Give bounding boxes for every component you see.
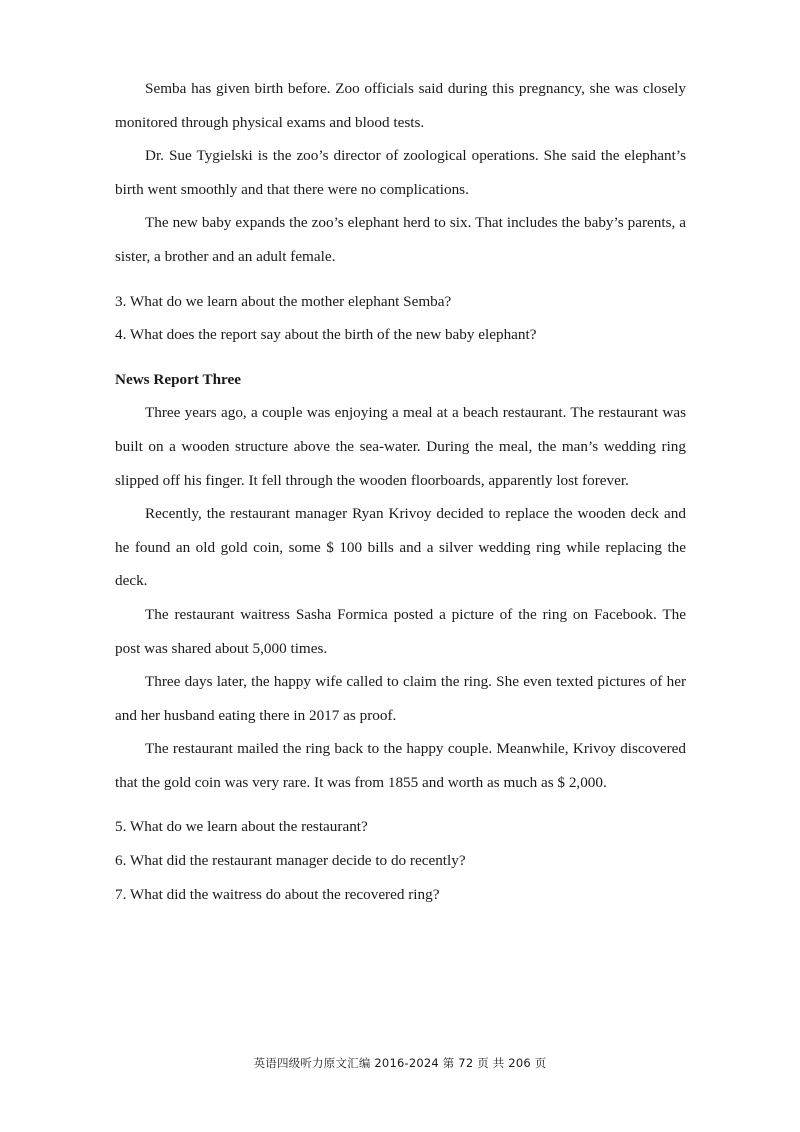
paragraph-semba-history: Semba has given birth before. Zoo officials said during this pregnancy, she was closely monitored through physical exams and blood tests. [115,80,686,131]
spacer [115,799,686,810]
paragraph-facebook-post: The restaurant waitress Sasha Formica posted a picture of the ring on Facebook. The post was shared about 5,000 times. [115,605,686,657]
section-heading: News Report Three [115,370,241,388]
paragraph-herd-size: The new baby expands the zoo’s elephant herd to six. That includes the baby’s parents, a sister, a brother and an adult female. [115,214,686,265]
question-5: 5. What do we learn about the restaurant? [115,818,368,836]
paragraph-wife-claim: Three days later, the happy wife called to claim the ring. She even texted pictures of her and her husband eating there in 2017 as proof. [115,673,686,724]
question-6: 6. What did the restaurant manager decide to do recently? [115,852,466,870]
spacer [115,274,686,285]
paragraph-director-statement: Dr. Sue Tygielski is the zoo’s director of zoological operations. She said the elephant’s birth went smoothly and that there were no complications. [115,147,686,198]
paragraph-manager-discovery: Recently, the restaurant manager Ryan Krivoy decided to replace the wooden deck and he found an old gold coin, some $ 100 bills and a silver wedding ring while replacing the deck. [115,505,686,590]
page-content [115,72,686,911]
spacer [115,352,686,363]
page-footer: 英语四级听力原文汇编 2016-2024 第 72 页 共 206 页 [253,1056,547,1070]
paragraph-beach-restaurant: Three years ago, a couple was enjoying a meal at a beach restaurant. The restaurant was built on a wooden structure above the sea-water. During the meal, the man’s wedding ring slipped off his finger. It fell through the wooden floorboards, apparently lost forever. [115,404,686,489]
question-7: 7. What did the waitress do about the recovered ring? [115,885,440,903]
question-4: 4. What does the report say about the birth of the new baby elephant? [115,326,537,344]
paragraph-ring-returned: The restaurant mailed the ring back to the happy couple. Meanwhile, Krivoy discovered that the gold coin was very rare. It was from 1855 and worth as much as $ 2,000. [115,740,686,791]
question-3: 3. What do we learn about the mother elephant Semba? [115,292,452,310]
